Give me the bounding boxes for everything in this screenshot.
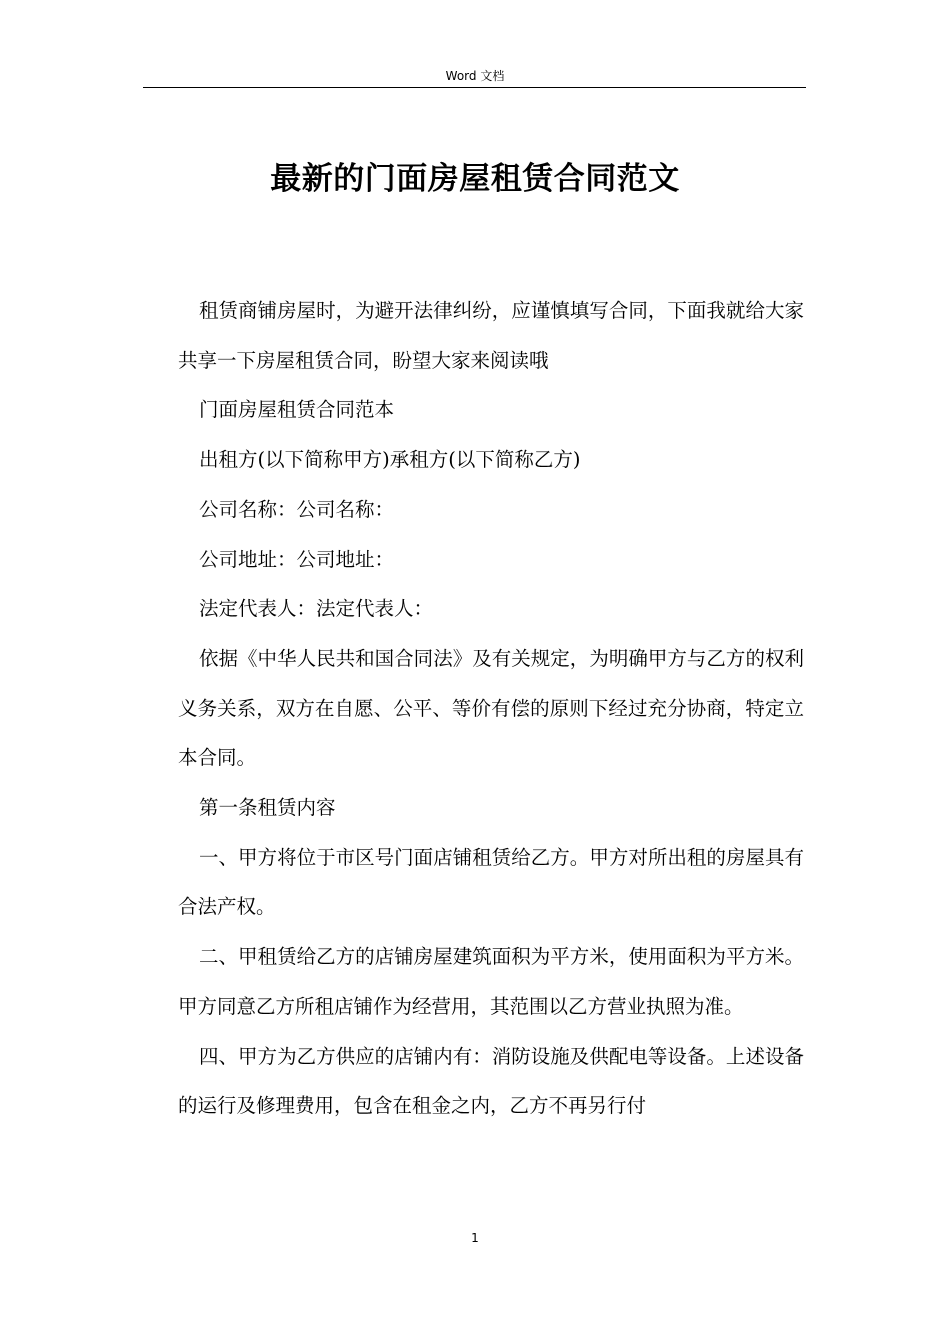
page-header-label: Word 文档 (445, 69, 505, 83)
paragraph-clause-four: 四、甲方为乙方供应的店铺内有：消防设施及供配电等设备。上述设备的运行及修理费用，包含在租金之内，乙方不再另行付 (178, 1044, 804, 1118)
paragraph-parties: 出租方(以下简称甲方)承租方(以下简称乙方) (199, 448, 581, 472)
paragraph-basis: 依据《中华人民共和国合同法》及有关规定，为明确甲方与乙方的权利义务关系，双方在自愿、公平、等价有偿的原则下经过充分协商，特定立本合同。 (178, 646, 804, 770)
paragraph-legal-representative: 法定代表人：法定代表人： (199, 597, 434, 621)
paragraph-template-heading: 门面房屋租赁合同范本 (199, 398, 395, 422)
paragraph-company-name: 公司名称：公司名称： (199, 497, 395, 521)
paragraph-clause-one: 一、甲方将位于市区号门面店铺租赁给乙方。甲方对所出租的房屋具有合法产权。 (178, 845, 804, 919)
paragraph-intro: 租赁商铺房屋时，为避开法律纠纷，应谨慎填写合同，下面我就给大家共享一下房屋租赁合同，盼望大家来阅读哦 (178, 299, 804, 372)
paragraph-article-one-heading: 第一条租赁内容 (199, 796, 336, 820)
paragraph-company-address: 公司地址：公司地址： (199, 547, 395, 571)
document-title: 最新的门面房屋租赁合同范文 (270, 161, 680, 197)
paragraph-clause-two: 二、甲租赁给乙方的店铺房屋建筑面积为平方米，使用面积为平方米。甲方同意乙方所租店铺作为经营用，其范围以乙方营业执照为准。 (178, 945, 804, 1018)
header-divider (143, 87, 806, 88)
document-body (178, 286, 804, 1131)
page-number: 1 (471, 1231, 479, 1245)
